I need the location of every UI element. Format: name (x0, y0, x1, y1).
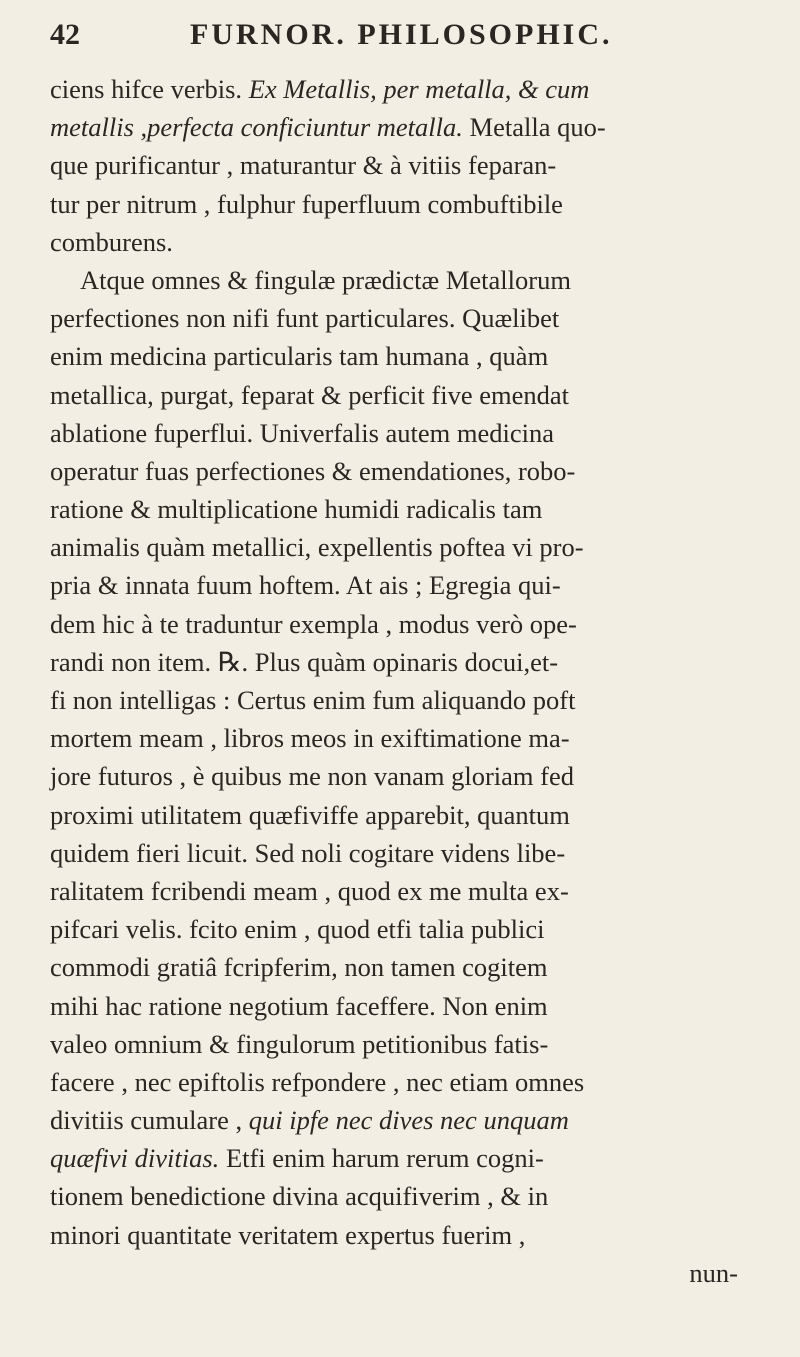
text-segment: Etfi enim harum rerum cogni- (219, 1143, 544, 1174)
text-line (50, 185, 770, 223)
italic-text-segment: quæfivi divitias. (50, 1143, 220, 1174)
text-segment: ablatione fuperflui. Univerfalis autem medicina (50, 417, 555, 448)
text-line (50, 146, 770, 184)
text-segment: pria & innata fuum hoftem. At ais ; Egregia qui- (50, 570, 561, 601)
italic-text-segment: metallis ,perfecta conficiuntur metalla. (50, 112, 463, 143)
text-segment: ralitatem fcribendi meam , quod ex me multa ex- (50, 875, 569, 906)
running-head: FURNOR. PHILOSOPHIC. (190, 18, 613, 51)
text-line (50, 1216, 770, 1254)
text-segment: metallica, purgat, feparat & perficit five emendat (50, 379, 569, 410)
catchword: nun- (689, 1257, 738, 1288)
body-text (50, 70, 770, 1292)
text-line (50, 490, 770, 528)
text-line (50, 1101, 770, 1139)
text-line (50, 261, 770, 299)
italic-text-segment: Ex Metallis, per metalla, & cum (248, 74, 590, 104)
text-segment: divitiis cumulare , (50, 1105, 249, 1136)
text-segment: Atque omnes & fingulæ prædictæ Metallorum (80, 264, 571, 295)
text-segment: dem hic à te traduntur exempla , modus verò ope- (50, 608, 577, 639)
text-line (50, 948, 770, 986)
text-segment: mortem meam , libros meos in exiftimatione ma- (50, 723, 570, 754)
text-line (50, 299, 770, 337)
text-line (50, 528, 770, 566)
text-line (50, 70, 770, 108)
text-line (50, 910, 770, 948)
text-segment: enim medicina particularis tam humana , quàm (50, 341, 549, 372)
text-line (50, 719, 770, 757)
text-segment: proximi utilitatem quæfiviffe apparebit, quantum (50, 799, 570, 830)
text-line (50, 605, 770, 643)
text-line (50, 834, 770, 872)
text-line (50, 796, 770, 834)
text-line (50, 1063, 770, 1101)
text-line (50, 452, 770, 490)
text-segment: mihi hac ratione negotium faceffere. Non enim (50, 990, 548, 1021)
text-line (50, 376, 770, 414)
text-segment: jore futuros , è quibus me non vanam gloriam fed (50, 761, 574, 792)
text-line (50, 987, 770, 1025)
text-segment: que purificantur , maturantur & à vitiis feparan- (50, 150, 557, 181)
italic-text-segment: qui ipfe nec dives nec unquam (248, 1105, 569, 1136)
text-segment: minori quantitate veritatem expertus fuerim , (50, 1219, 526, 1250)
text-segment: Metalla quo- (462, 112, 606, 143)
text-segment: ciens hifce verbis. (50, 74, 249, 104)
text-segment: perfectiones non nifi funt particulares. Quælibet (50, 303, 560, 334)
text-line (50, 1177, 770, 1215)
text-line (50, 643, 770, 681)
text-line (50, 108, 770, 146)
text-line (50, 223, 770, 261)
text-segment: quidem fieri licuit. Sed noli cogitare videns libe- (50, 837, 566, 868)
text-segment: operatur fuas perfectiones & emendationes, robo- (50, 455, 576, 486)
text-line (50, 1025, 770, 1063)
text-segment: fi non intelligas : Certus enim fum aliquando poft (50, 685, 576, 715)
text-segment: tur per nitrum , fulphur fuperfluum combuftibile (50, 188, 563, 219)
text-line (50, 1139, 770, 1177)
text-line (50, 757, 770, 795)
text-segment: pifcari velis. fcito enim , quod etfi talia publici (50, 914, 545, 945)
text-segment: commodi gratiâ fcripferim, non tamen cogitem (50, 952, 548, 983)
text-segment: valeo omnium & fingulorum petitionibus fatis- (50, 1028, 549, 1059)
text-segment: animalis quàm metallici, expellentis poftea vi pro- (50, 532, 584, 563)
text-segment: comburens. (50, 226, 173, 257)
text-segment: tionem benedictione divina acquifiverim , & in (50, 1181, 549, 1212)
page-header (50, 18, 760, 62)
text-line (50, 566, 770, 604)
page-number: 42 (50, 18, 80, 51)
text-line (50, 337, 770, 375)
text-segment: randi non item. ℞. Plus quàm opinaris docui,et- (50, 646, 559, 677)
text-line (50, 681, 770, 719)
text-segment: facere , nec epiftolis refpondere , nec etiam omnes (50, 1066, 585, 1097)
text-segment: ratione & multiplicatione humidi radicalis tam (50, 494, 543, 525)
text-line (50, 872, 770, 910)
text-line (50, 414, 770, 452)
